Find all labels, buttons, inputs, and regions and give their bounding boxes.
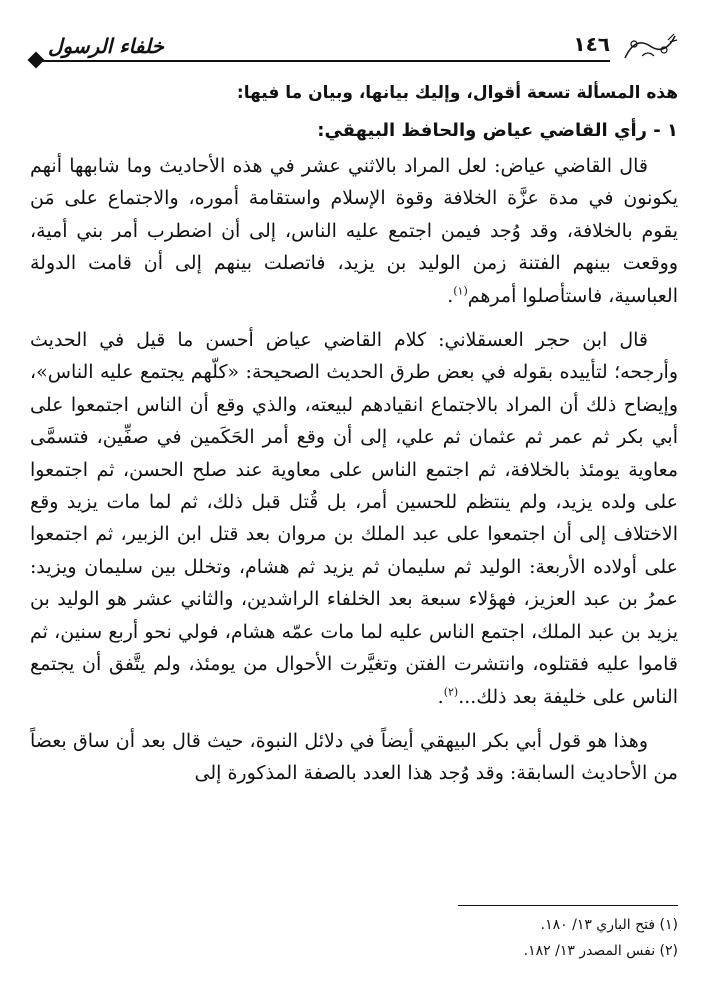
intro-line: هذه المسألة تسعة أقوال، وإليك بيانها، وبيان ما فيها: [236,83,678,103]
paragraph-end: . [437,685,444,708]
footnote-1: (١) فتح الباري ١٣/ ١٨٠. [540,917,678,933]
paragraph-end: . [447,284,454,307]
paragraph-bayhaqi: وهذا هو قول أبي بكر البيهقي أيضاً في دلائل النبوة، حيث قال بعد أن ساق بعضاً من الأحاديث السابقة: وقد وُجد هذا العدد بالصفة المذكورة إلى [30,729,678,785]
page-body [30,78,678,790]
floral-ornament-icon [620,30,680,64]
page-header [30,30,680,70]
paragraph-qadi-iyad [30,150,678,312]
paragraph-text: قال ابن حجر العسقلاني: كلام القاضي عياض أحسن ما قيل في الحديث وأرجحه؛ لتأييده بقوله في بعض طرق الحديث الصحيحة: «كلّهم يجتمع عليه الناس»، وإيضاح ذلك أن المراد بالاجتماع انقيادهم لبيعته، والذي وقع أن الناس اجتمعوا على أبي بكر ثم عمر ثم عثمان ثم علي، إلى أن وقع أمر الحَكَمين في صفِّين، فتسمَّى معاوية يومئذ بالخلافة، ثم اجتمع الناس على معاوية عند صلح الحسن، ثم اجتمعوا على ولده يزيد، ولم ينتظم للحسين أمر، بل قُتل قبل ذلك، ثم لما مات يزيد وقع الاختلاف إلى أن اجتمعوا على عبد الملك بن مروان بعد قتل ابن الزبير، ثم اجتمعوا على أولاده الأربعة: الوليد ثم سليمان ثم يزيد ثم هشام، وتخلل بين سليمان ويزيد: عمرُ بن عبد العزيز، فهؤلاء سبعة بعد الخلفاء الراشدين، والثاني عشر هو الوليد بن يزيد بن عبد الملك، اجتمع الناس عليه لما مات عمّه هشام، فولي نحو أربع سنين، ثم قاموا عليه فقتلوه، وانتشرت الفتن وتغيَّرت الأحوال من يومئذ، ولم يتَّفق أن يجتمع الناس على خليفة بعد ذلك... [30,329,678,708]
footnote-ref-2: (٢) [443,685,459,699]
footnote-rule [458,905,678,906]
page-number: ١٤٦ [573,32,610,56]
footnote-ref-1: (١) [453,284,468,298]
diamond-ornament-icon [28,52,45,69]
paragraph-text: قال القاضي عياض: لعل المراد بالاثني عشر في هذه الأحاديث وما شابهها أنهم يكونون في مدة عزَّة الخلافة وقوة الإسلام واستقامة أموره، والاجتماع على مَن يقوم بالخلافة، وقد وُجد فيمن اجتمع عليه الناس، إلى أن اضطرب أمر بني أمية، ووقعت بينهم الفتنة زمن الوليد بن يزيد، فاتصلت بينهم إلى أن قامت الدولة العباسية، فاستأصلوا أمرهم [30,155,678,307]
footnotes [30,912,678,964]
book-title: خلفاء الرسول [48,34,164,58]
header-rule [40,60,610,62]
paragraph-ibn-hajar [30,324,678,713]
footnote-2: (٢) نفس المصدر ١٣/ ١٨٢. [523,943,678,959]
section-heading: ١ - رأي القاضي عياض والحافظ البيهقي: [317,120,678,141]
